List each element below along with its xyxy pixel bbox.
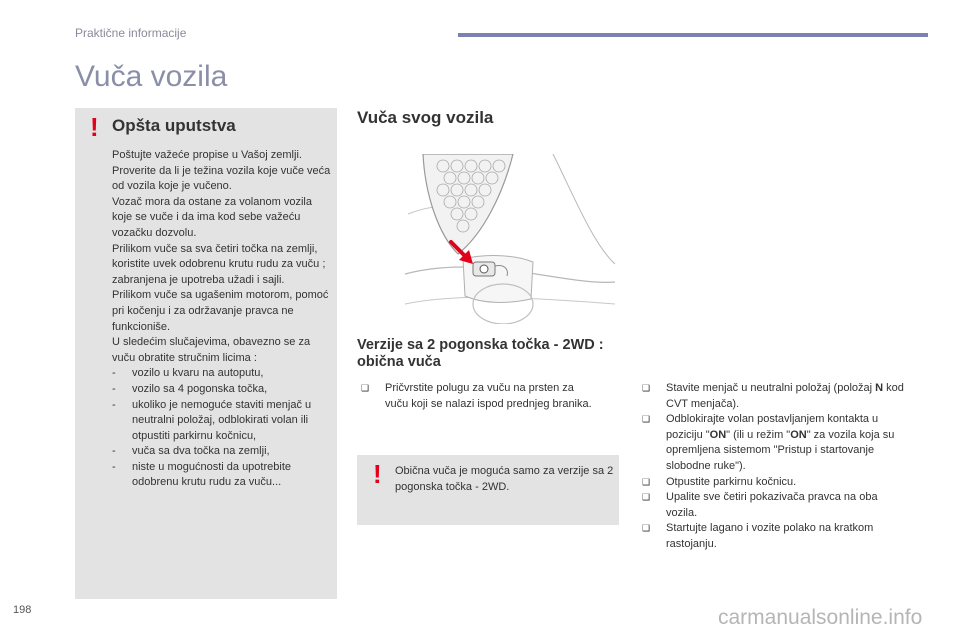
general-paragraph: Prilikom vuče sa sva četiri točka na zemlji, koristite uvek odobrenu krutu rudu za vuču ; zabranjena je upotreba užadi i sajli. (112, 242, 326, 286)
steps-right (642, 381, 908, 553)
2wd-subheading: Verzije sa 2 pogonska točka - 2WD : obična vuča (357, 337, 604, 370)
general-heading: Opšta uputstva (112, 116, 236, 135)
own-vehicle-heading: Vuča svog vozila (357, 108, 494, 127)
page-number: 198 (13, 604, 32, 616)
2wd-note-text: Obična vuča je moguća samo za verzije sa 2 pogonska točka - 2WD. (395, 465, 614, 493)
warning-icon: ! (373, 459, 382, 489)
general-paragraph: Proverite da li je težina vozila koje vuče veća od vozila koje je vučeno. (112, 164, 331, 193)
general-paragraph: U sledećim slučajevima, obavezno se za vuču obratite stručnim licima : (112, 336, 311, 364)
checkbox-bullet-icon: ❑ (642, 383, 651, 393)
checkbox-bullet-icon: ❑ (642, 523, 651, 534)
step-item: ❑ Upalite sve četiri pokazivača pravca na oba vozila. (642, 491, 878, 519)
step-item: ❑ Otpustite parkirnu kočnicu. (642, 475, 908, 491)
dash-bullet: - (112, 382, 116, 395)
case-item: - vozilo sa 4 pogonska točka, (112, 382, 332, 398)
dash-bullet: - (112, 460, 116, 473)
general-body (112, 148, 332, 491)
checkbox-bullet-icon: ❑ (642, 476, 651, 487)
general-instructions-panel (75, 108, 337, 599)
step-item: ❑ Pričvrstite polugu za vuču na prsten za vuču koji se nalazi ispod prednjeg branika. (361, 382, 592, 410)
case-item: - niste u mogućnosti da upotrebite odobrenu krutu rudu za vuču... (112, 460, 291, 489)
watermark: carmanualsonline.info (718, 606, 923, 629)
header-bar (458, 33, 928, 37)
dash-bullet: - (112, 398, 116, 411)
case-item: - vozilo u kvaru na autoputu, (112, 366, 332, 382)
page-title: Vuča vozila (75, 60, 228, 93)
general-paragraph: Vozač mora da ostane za volanom vozila koje se vuče i da ima kod sebe važeću vozačku dozvolu. (112, 195, 312, 239)
checkbox-bullet-icon: ❑ (642, 414, 651, 425)
step-item: ❑ Odblokirajte volan postavljanjem kontakta u poziciju "ON" (ili u režim "ON" za vozila koja su opremljena sistemom "Pristup i startovanje slobodne ruke"). (642, 413, 895, 472)
step-item: ❑ Stavite menjač u neutralni položaj (položaj N kod CVT menjača). (642, 382, 904, 410)
general-paragraph: Prilikom vuče sa ugašenim motorom, pomoć pri kočenju i za održavanje pravca ne funkcioniše. (112, 289, 329, 333)
towing-eye-illustration (403, 154, 617, 324)
general-paragraph: Poštujte važeće propise u Vašoj zemlji. (112, 149, 302, 161)
dash-bullet: - (112, 367, 116, 380)
case-item: - ukoliko je nemoguće staviti menjač u neutralni položaj, odblokirati volan ili otpustiti parkirnu kočnicu, (112, 398, 312, 442)
checkbox-bullet-icon: ❑ (361, 383, 370, 393)
warning-icon: ! (90, 112, 99, 142)
header-section-label: Praktične informacije (75, 26, 187, 40)
checkbox-bullet-icon: ❑ (642, 492, 651, 503)
steps-left (361, 381, 593, 412)
case-item: - vuča sa dva točka na zemlji, (112, 444, 332, 460)
2wd-note-box (357, 455, 619, 525)
dash-bullet: - (112, 445, 116, 458)
step-item: ❑ Startujte lagano i vozite polako na kratkom rastojanju. (642, 522, 874, 550)
